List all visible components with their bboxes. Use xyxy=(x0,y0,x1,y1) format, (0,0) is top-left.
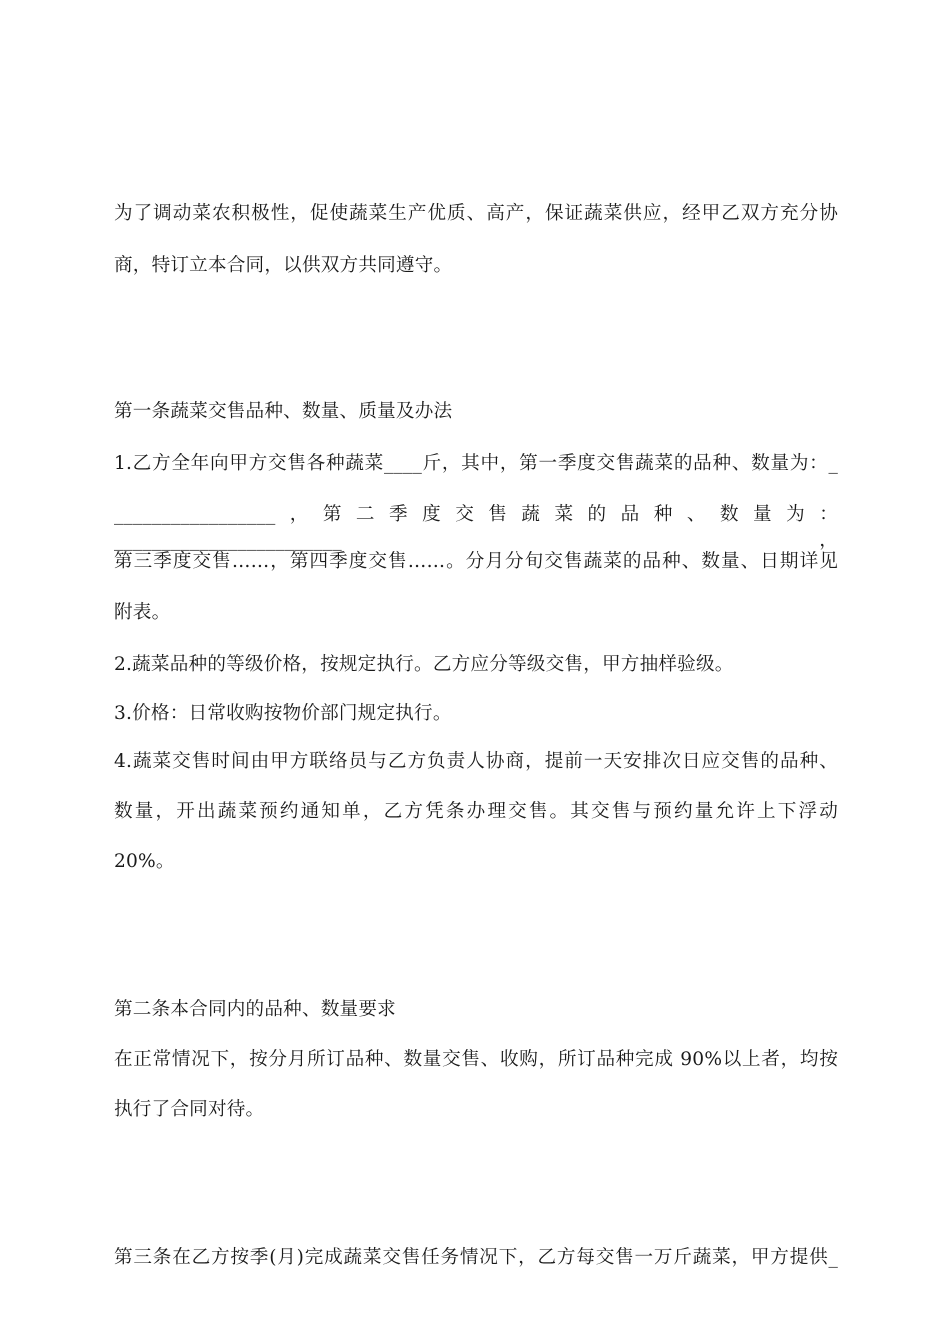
article1-heading: 第一条蔬菜交售品种、数量、质量及办法 xyxy=(114,401,453,422)
article1-item4-line: 4.蔬菜交售时间由甲方联络员与乙方负责人协商，提前一天安排次日应交售的品种、 xyxy=(114,751,838,772)
article1-item4-line: 20%。 xyxy=(114,851,175,872)
article1-item4-line: 数量，开出蔬菜预约通知单，乙方凭条办理交售。其交售与预约量允许上下浮动 xyxy=(114,801,838,822)
article1-item1-line: 1.乙方全年向甲方交售各种蔬菜____斤，其中，第一季度交售蔬菜的品种、数量为：_ xyxy=(114,453,838,474)
article1-item3: 3.价格：日常收购按物价部门规定执行。 xyxy=(114,703,452,724)
article2-paragraph-line: 在正常情况下，按分月所订品种、数量交售、收购，所订品种完成 90%以上者，均按 xyxy=(114,1049,838,1070)
article2-paragraph-line: 执行了合同对待。 xyxy=(114,1099,265,1120)
article3-paragraph-line: 第三条在乙方按季(月)完成蔬菜交售任务情况下，乙方每交售一万斤蔬菜，甲方提供_ xyxy=(114,1247,838,1268)
article1-item1-line: 附表。 xyxy=(114,602,171,623)
article1-item2: 2.蔬菜品种的等级价格，按规定执行。乙方应分等级交售，甲方抽样验级。 xyxy=(114,654,734,675)
intro-paragraph-line: 为了调动菜农积极性，促使蔬菜生产优质、高产，保证蔬菜供应，经甲乙双方充分协 xyxy=(114,203,838,224)
intro-paragraph-line: 商，特订立本合同，以供双方共同遵守。 xyxy=(114,255,453,276)
article1-item1-line: 第三季度交售……，第四季度交售……。分月分旬交售蔬菜的品种、数量、日期详见 xyxy=(114,551,838,572)
article2-heading: 第二条本合同内的品种、数量要求 xyxy=(114,999,396,1020)
article1-item1-line: _________________，第二季度交售蔬菜的品种、数量为：________________________， xyxy=(114,504,838,551)
